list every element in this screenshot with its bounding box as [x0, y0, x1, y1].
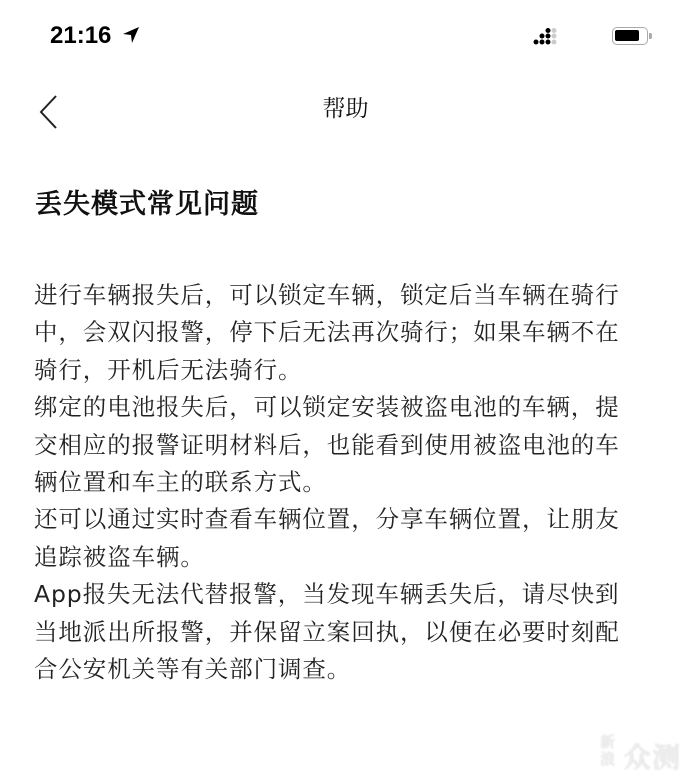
paragraph-line: 交相应的报警证明材料后，也能看到使用被盗电池的车 — [34, 430, 620, 459]
paragraph-line: 追踪被盗车辆。 — [34, 542, 205, 571]
page-title: 帮助 — [322, 96, 369, 122]
nav-bar — [0, 84, 691, 134]
paragraph-line: 中，会双闪报警，停下后无法再次骑行；如果车辆不在 — [34, 318, 620, 347]
paragraph-line: 还可以通过实时查看车辆位置，分享车辆位置，让朋友 — [34, 505, 620, 534]
help-paragraph — [34, 389, 684, 501]
help-paragraph — [34, 501, 684, 576]
paragraph-line: 骑行，开机后无法骑行。 — [34, 355, 303, 384]
paragraph-line: 进行车辆报失后，可以锁定车辆，锁定后当车辆在骑行 — [34, 281, 620, 309]
battery-icon — [612, 27, 648, 45]
paragraph-line: App报失无法代替报警，当发现车辆丢失后，请尽快到 — [34, 580, 620, 609]
paragraph-line: 辆位置和车主的联系方式。 — [34, 468, 327, 497]
help-content — [34, 277, 684, 688]
paragraph-line: 当地派出所报警，并保留立案回执，以便在必要时刻配 — [34, 617, 620, 646]
help-paragraph — [34, 277, 684, 389]
status-bar — [0, 22, 691, 54]
signal-icon — [533, 28, 561, 46]
location-arrow-icon — [122, 26, 140, 44]
help-paragraph — [34, 576, 684, 688]
paragraph-line: 绑定的电池报失后，可以锁定安装被盗电池的车辆，提 — [34, 393, 620, 422]
section-heading: 丢失模式常见问题 — [35, 189, 259, 220]
paragraph-line: 合公安机关等有关部门调查。 — [34, 655, 352, 684]
status-time: 21:16 — [50, 22, 112, 49]
